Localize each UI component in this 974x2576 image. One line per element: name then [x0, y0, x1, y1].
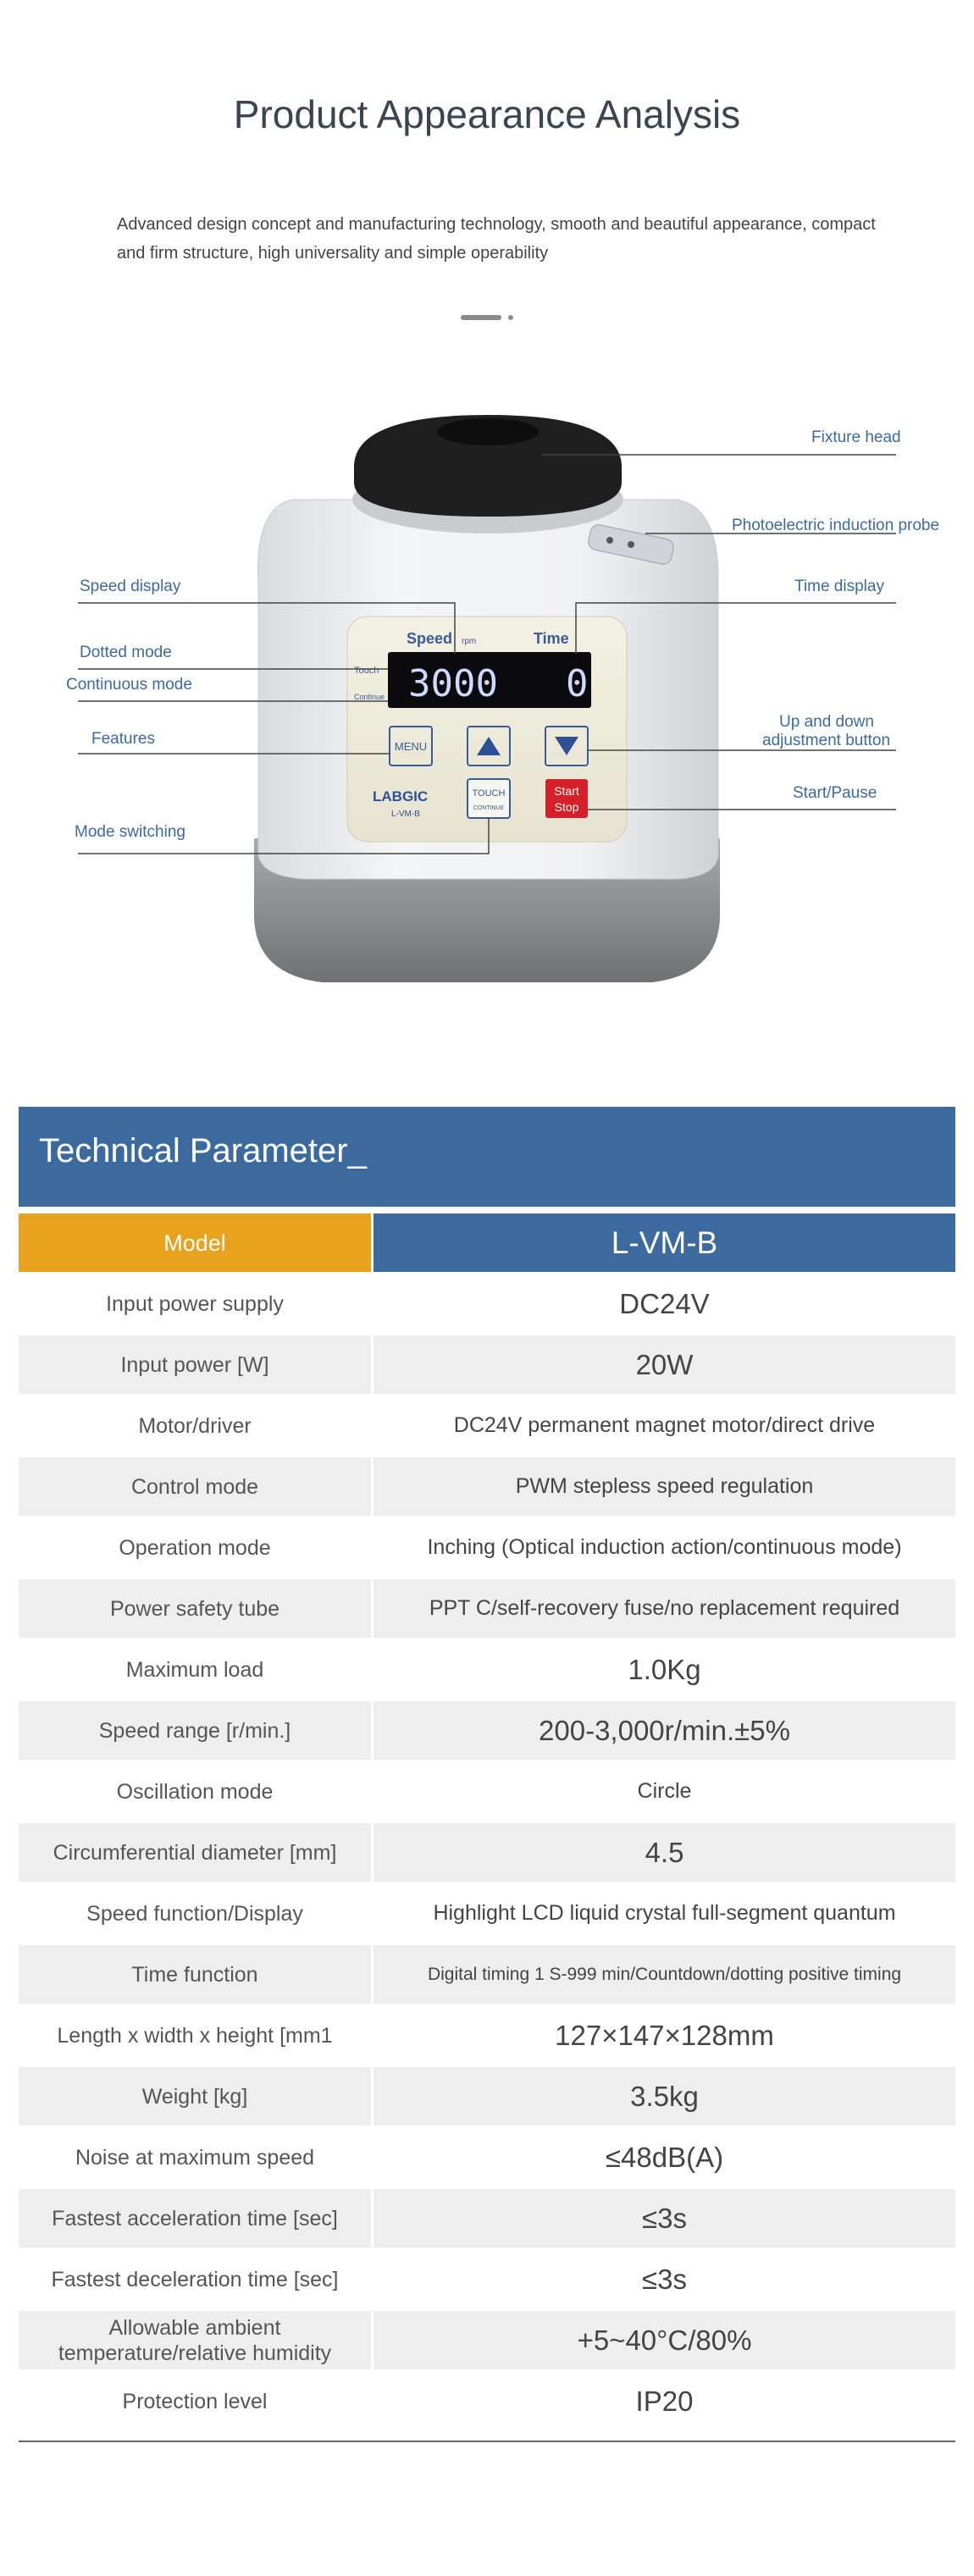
row-label: Time function [19, 1945, 371, 2004]
row-value: Highlight LCD liquid crystal full-segment quantum [371, 1884, 955, 1943]
carousel-dot-active[interactable] [461, 315, 501, 320]
page-title: Product Appearance Analysis [233, 92, 741, 136]
table-row [19, 2128, 955, 2189]
row-label: Oscillation mode [116, 1779, 274, 1804]
row-value: PPT C/self-recovery fuse/no replacement required [371, 1579, 955, 1638]
row-value: Digital timing 1 S-999 min/Countdown/dotting positive timing [371, 1945, 955, 2004]
svg-text:L-VM-B: L-VM-B [391, 810, 420, 819]
tech-parameter-title: Technical Parameter_ [39, 1132, 367, 1169]
brand-logo: LABGIC [373, 788, 429, 804]
row-value: PWM stepless speed regulation [371, 1457, 955, 1516]
row-value: 3.5kg [371, 2067, 955, 2125]
row-value: 127×147×128mm [371, 2006, 955, 2065]
table-row [19, 1457, 955, 1518]
row-label: Maximum load [125, 1657, 264, 1682]
speed-readout: 3000 [408, 662, 498, 705]
table-row [19, 2067, 955, 2128]
callout-time-display: Time display [794, 578, 884, 595]
svg-text:Start: Start [554, 784, 579, 798]
row-value: Circle [371, 1762, 955, 1821]
product-illustration [0, 398, 974, 1008]
table-row [19, 1823, 955, 1884]
row-value: ≤3s [371, 2189, 955, 2247]
table-row [19, 1701, 955, 1762]
svg-text:Stop: Stop [554, 800, 579, 814]
carousel-indicator[interactable] [461, 315, 513, 320]
row-label: Length x width x height [mm1 [57, 2023, 333, 2048]
svg-text:TOUCH: TOUCH [472, 788, 506, 799]
row-label: Allowable ambient temperature/relative humidity [19, 2311, 371, 2369]
row-value: 1.0Kg [371, 1640, 955, 1699]
table-row [19, 2372, 955, 2433]
row-label: Input power supply [106, 1291, 284, 1316]
table-row [19, 2311, 955, 2372]
hero-description: Advanced design concept and manufacturing technology, smooth and beautiful appearance, compact and firm structure, high universality and simple operability [117, 215, 876, 263]
touch-continue-button [468, 779, 510, 818]
table-row [19, 1274, 955, 1335]
callout-dotted-mode: Dotted mode [80, 644, 172, 661]
table-row [19, 1579, 955, 1640]
row-value: IP20 [371, 2372, 955, 2430]
row-label: Speed range [r/min.] [19, 1701, 371, 1760]
row-value: ≤48dB(A) [371, 2128, 955, 2186]
table-row [19, 1884, 955, 1945]
row-value: DC24V [371, 1274, 955, 1333]
model-label: Model [19, 1213, 371, 1272]
row-value: 20W [371, 1335, 955, 1394]
svg-text:Continue: Continue [354, 693, 385, 701]
svg-text:Touch: Touch [354, 666, 379, 676]
row-label: Speed function/Display [86, 1901, 303, 1926]
row-value: +5~40°C/80% [371, 2311, 955, 2369]
row-label: Noise at maximum speed [75, 2145, 315, 2170]
row-label: Protection level [122, 2389, 268, 2413]
svg-text:MENU: MENU [394, 740, 428, 753]
spec-table [19, 1213, 955, 2433]
row-label: Fastest deceleration time [sec] [51, 2267, 339, 2291]
row-label: Control mode [19, 1457, 371, 1516]
spec-table-head [19, 1213, 955, 1274]
callout-features: Features [91, 730, 155, 748]
row-label: Fastest acceleration time [sec] [19, 2189, 371, 2247]
row-label: Weight [kg] [19, 2067, 371, 2125]
callout-photoelectric-probe: Photoelectric induction probe [732, 517, 940, 534]
table-row [19, 1518, 955, 1579]
table-row [19, 2006, 955, 2067]
table-row [19, 1335, 955, 1396]
row-label: Circumferential diameter [mm] [19, 1823, 371, 1882]
row-label: Power safety tube [19, 1579, 371, 1638]
table-row [19, 2250, 955, 2311]
callout-start-pause: Start/Pause [793, 784, 877, 802]
svg-text:CONTINUE: CONTINUE [473, 805, 505, 811]
table-row [19, 1396, 955, 1457]
row-value: ≤3s [371, 2250, 955, 2308]
callout-up-down-line2: adjustment button [762, 732, 891, 749]
svg-text:rpm: rpm [462, 637, 477, 646]
row-value: 4.5 [371, 1823, 955, 1882]
table-row [19, 1640, 955, 1701]
callout-mode-switching: Mode switching [75, 823, 185, 841]
row-value: Inching (Optical induction action/continuous mode) [371, 1518, 955, 1577]
row-label: Input power [W] [19, 1335, 371, 1394]
time-label: Time [534, 630, 569, 647]
vortex-mixer-drawing [0, 398, 974, 1008]
tech-parameter-header [19, 1107, 955, 1207]
table-row [19, 1762, 955, 1823]
callout-fixture-head: Fixture head [811, 428, 901, 446]
row-value: DC24V permanent magnet motor/direct drive [371, 1396, 955, 1455]
row-value: 200-3,000r/min.±5% [371, 1701, 955, 1760]
callout-speed-display: Speed display [80, 578, 181, 595]
carousel-dot[interactable] [508, 315, 513, 320]
model-value: L-VM-B [371, 1213, 955, 1272]
time-readout: 0 [566, 662, 589, 705]
callout-continuous-mode: Continuous mode [66, 676, 192, 694]
callout-up-down-line1: Up and down [779, 713, 874, 731]
row-label: Operation mode [119, 1535, 271, 1560]
speed-label: Speed [407, 630, 453, 647]
row-label: Motor/driver [138, 1413, 252, 1438]
table-row [19, 1945, 955, 2006]
table-row [19, 2189, 955, 2250]
table-bottom-divider [19, 2441, 955, 2442]
